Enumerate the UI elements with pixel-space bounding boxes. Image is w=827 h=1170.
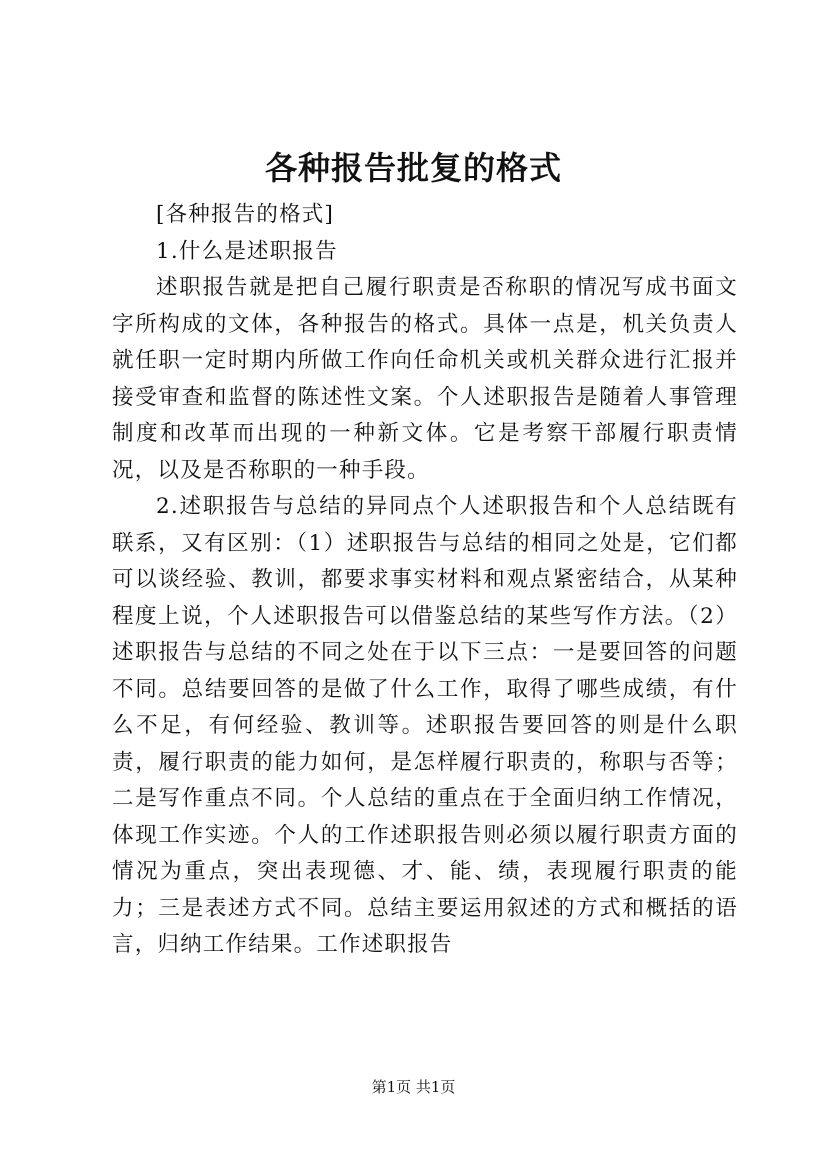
document-title: 各种报告批复的格式 [264,149,562,187]
subheading-1: 1.什么是述职报告 [156,238,338,264]
document-body [112,197,738,964]
paragraph-2: 2.述职报告与总结的异同点个人述职报告和个人总结既有联系，又有区别：（1）述职报告与总结的相同之处是，它们都可以谈经验、教训，都要求事实材料和观点紧密结合，从某种程度上说，个人述职报告可以借鉴总结的某些写作方法。（2）述职报告与总结的不同之处在于以下三点：一是要回答的问题不同。总结要回答的是做了什么工作，取得了哪些成绩，有什么不足，有何经验、教训等。述职报告要回答的则是什么职责，履行职责的能力如何，是怎样履行职责的，称职与否等；二是写作重点不同。个人总结的重点在于全面归纳工作情况，体现工作实迹。个人的工作述职报告则必须以履行职责方面的情况为重点，突出表现德、才、能、绩，表现履行职责的能力；三是表述方式不同。总结主要运用叙述的方式和概括的语言，归纳工作结果。工作述职报告 [112,494,738,957]
page-footer: 第1页 共1页 [371,1078,456,1096]
paragraph-1: 述职报告就是把自己履行职责是否称职的情况写成书面文字所构成的文体，各种报告的格式。具体一点是，机关负责人就任职一定时期内所做工作向任命机关或机关群众进行汇报并接受审查和监督的陈述性文案。个人述职报告是随着人事管理制度和改革而出现的一种新文体。它是考察干部履行职责情况，以及是否称职的一种手段。 [112,275,738,483]
section-heading: [各种报告的格式] [156,202,335,227]
